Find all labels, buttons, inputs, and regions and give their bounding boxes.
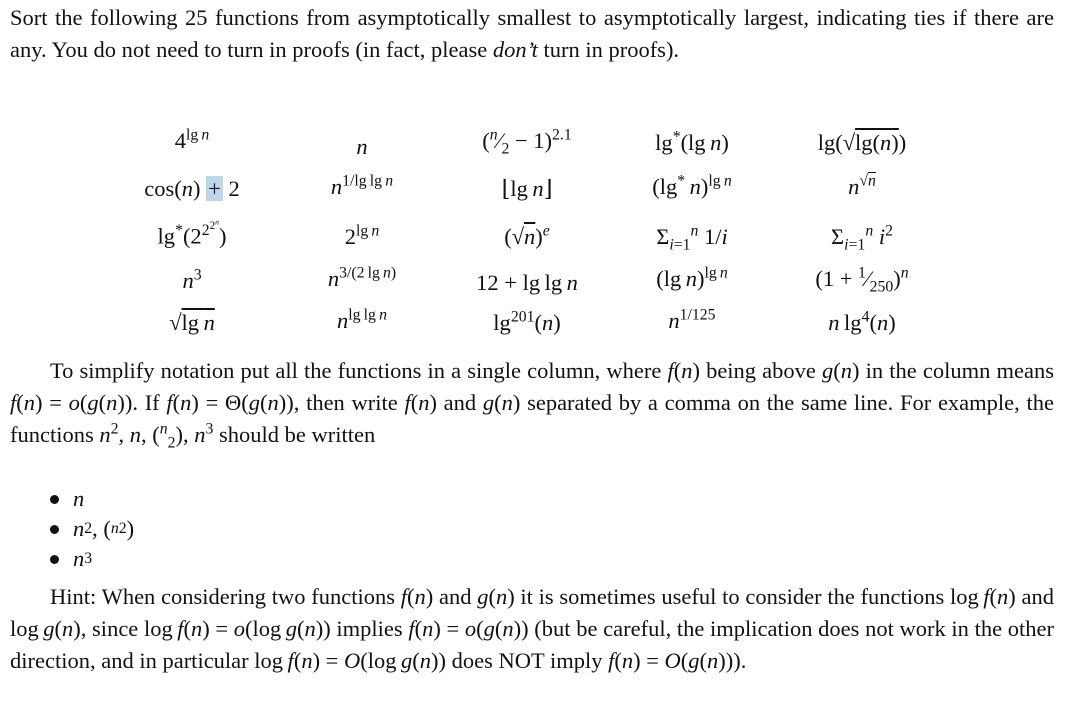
instructions-paragraph: To simplify notation put all the functions in a single column, where f(n) being above g(n) in the column means f(n) = o(g(n)). If f(n) = Θ(g(n)), then write f(n) and g(n) separated by a comma on the same line. For example, the functions $n^2$, n, ($^n_2$), $n^3$ should be written [10,358,1054,452]
function-cell: √lg n [169,310,215,335]
list-item: n [50,484,134,514]
function-cell: $n^3$ [182,266,202,293]
function-cell: $n^{lg lg n}$ [337,306,387,333]
hint-paragraph: Hint: When considering two functions f(n) and g(n) it is sometimes useful to consider the functions log f(n) and log g(n), since log f(n) = o(log g(n)) implies f(n) = o(g(n)) (but be careful, the implication does not work in the other direction, and in particular log f(n) = O(log g(n)) does NOT imply f(n) = O(g(n))). [10,584,1055,673]
function-cell: n [356,134,368,159]
function-cell: lg*(lg n) [655,128,729,155]
function-cell: $\lg^{201}(n)$ [493,308,561,335]
function-cell: lg(√lg(n)) [817,130,907,155]
function-cell: (lg n)$^{lg n}$ [656,264,728,291]
function-cell: $n^{1/125}$ [668,306,716,333]
function-cell: n $\lg^4(n)$ [828,308,896,335]
function-cell: $\Sigma_{i=1}^n$ $i^2$ [831,222,893,254]
function-cell: cos(n) + 2 [144,176,240,201]
example-list [50,484,134,574]
function-cell: $n^{1/lg lg n}$ [330,172,394,199]
function-cell: $\lg^*(2^{2^{2^n}})$ [157,217,227,249]
function-cell: $(^n⁄_2 - 1)^{2.1}$ [482,126,572,158]
function-cell: $(1 + ^1⁄_{250})^n$ [815,264,909,296]
function-cell: $n^{√n}$ [848,172,876,199]
function-cell: $(√n)^e$ [504,222,550,249]
function-cell: $2^{lg n}$ [344,222,380,249]
function-cell: $n^{3/(2 lg n)}$ [327,264,397,291]
function-cell: 12 + lg lg n [476,270,578,295]
list-item: n 3 [50,544,134,574]
function-cell: (lg* n)$^{lg n}$ [652,172,732,199]
function-cell: $4^{lg n}$ [174,126,210,153]
list-item: n 2 , ( n 2 ) [50,514,134,544]
function-cell: $\Sigma_{i=1}^n$ 1/i [656,222,728,254]
function-cell: ⌊lg n⌋ [501,176,553,201]
intro-paragraph: Sort the following 25 functions from asymptotically smallest to asymptotically largest, indicating ties if there are any. You do not need to turn in proofs (in fact, please don’t turn in proofs). [10,5,1054,62]
